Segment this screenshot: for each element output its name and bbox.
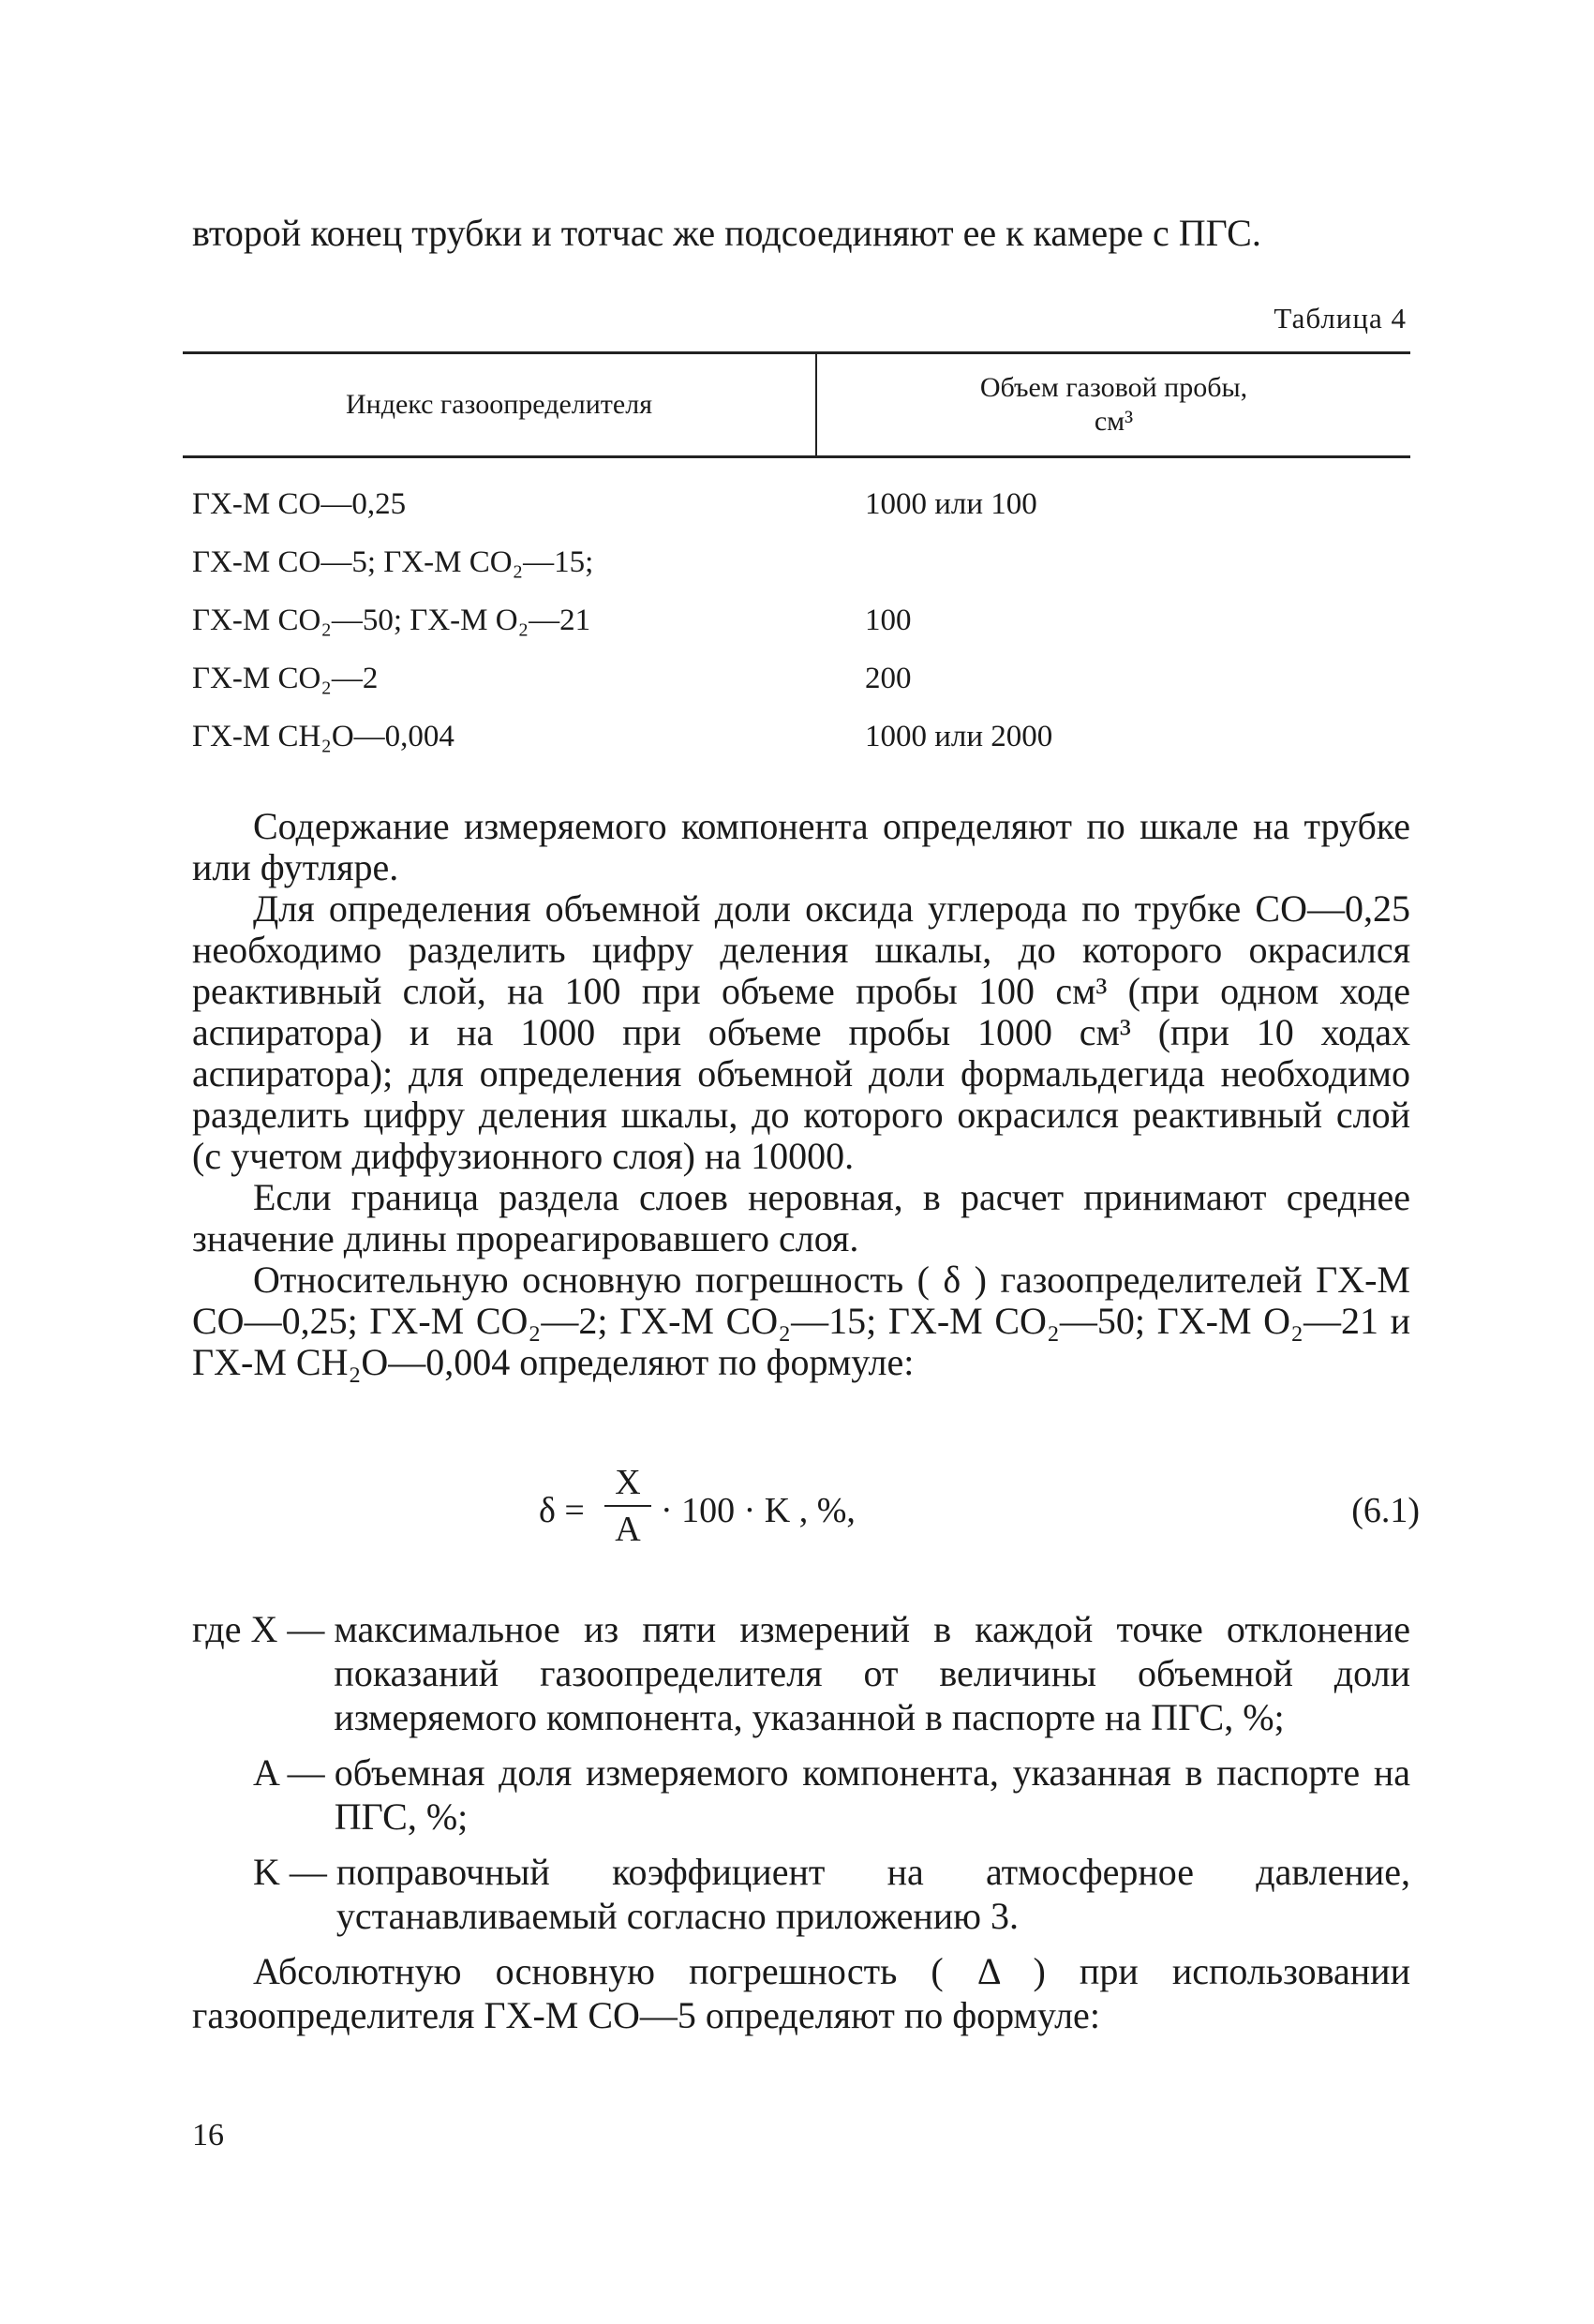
row-index: ГХ-М CO—5; ГХ-М CO₂—15; — [192, 544, 594, 579]
formula-denominator: A — [615, 1510, 641, 1549]
fraction-bar — [604, 1505, 651, 1507]
table-body — [183, 458, 1410, 766]
intro-paragraph: второй конец трубки и тотчас же подсоединяют ее к камере с ПГС. — [192, 212, 1261, 254]
table-caption: Таблица 4 — [1274, 302, 1407, 335]
definition-k — [192, 1850, 1410, 1938]
definition-term: где X — — [192, 1608, 335, 1650]
paragraph-absolute-error: Абсолютную основную погрешность ( Δ ) при использовании газоопределителя ГХ-М CO—5 определяют по формуле: — [192, 1950, 1410, 2036]
definition-text: объемная доля измеряемого компонента, указанная в паспорте на ПГС, %; — [334, 1751, 1410, 1838]
header-volume — [817, 354, 1410, 455]
formula-fraction — [604, 1462, 651, 1550]
table-row — [183, 649, 1410, 708]
page-number: 16 — [192, 2118, 224, 2153]
definition-text: поправочный коэффициент на атмосферное давление, устанавливаемый согласно приложению 3. — [335, 1851, 1410, 1937]
volume-table — [183, 351, 1410, 766]
formula-rhs: · 100 · K , %, — [661, 1491, 856, 1530]
table-header — [183, 354, 1410, 455]
row-volume: 100 — [865, 603, 912, 637]
definition-a — [192, 1750, 1410, 1839]
formula-number: (6.1) — [1351, 1491, 1420, 1530]
definition-term: K — — [253, 1851, 336, 1893]
row-index: ГХ-М CO₂—50; ГХ-М O₂—21 — [192, 603, 591, 637]
row-volume: 1000 или 2000 — [865, 719, 1053, 753]
table-row — [183, 533, 1410, 591]
row-volume: 1000 или 100 — [865, 486, 1037, 521]
paragraph-scale: Содержание измеряемого компонента определяют по шкале на трубке или футляре. — [192, 805, 1410, 888]
header-volume-line2: см³ — [1094, 406, 1134, 437]
row-index: ГХ-М CO—0,25 — [192, 486, 407, 521]
definition-text: максимальное из пяти измерений в каждой точке отклонение показаний газоопределителя от величины объемной доли измеряемого компонента, указанной в паспорте на ПГС, %; — [334, 1608, 1410, 1738]
closing-text — [192, 1949, 1410, 2037]
paragraph-method: Для определения объемной доли оксида углерода по трубке CO—0,25 необходимо разделить цифру деления шкалы, до которого окрасился реактивный слой, на 100 при объеме пробы 100 см³ (при одном ходе аспиратора) и на 1000 при объеме пробы 1000 см³ (при 10 ходах аспиратора); для определения объемной доли формальдегида необходимо разделить цифру деления шкалы, до которого окрасился реактивный слой (с учетом диффузионного слоя) на 10000. — [192, 887, 1410, 1177]
table-row — [183, 475, 1410, 533]
definitions-list — [192, 1607, 1410, 1949]
header-volume-line1: Объем газовой пробы, — [979, 372, 1248, 403]
row-index: ГХ-М CO₂—2 — [192, 661, 379, 695]
table-row — [183, 708, 1410, 766]
header-index: Индекс газоопределителя — [183, 354, 817, 455]
body-text — [192, 806, 1410, 1383]
formula-lhs: δ = — [539, 1491, 585, 1530]
table-row — [183, 591, 1410, 649]
paragraph-boundary: Если граница раздела слоев неровная, в расчет принимают среднее значение длины прореагировавшего слоя. — [192, 1176, 1410, 1259]
row-volume: 200 — [865, 661, 912, 695]
formula-6-1 — [539, 1462, 1420, 1565]
row-index: ГХ-М CH₂O—0,004 — [192, 719, 454, 753]
paragraph-relative-error: Относительную основную погрешность ( δ ) газоопределителей ГХ-М CO—0,25; ГХ-М CO₂—2; ГХ-М CO₂—15; ГХ-М CO₂—50; ГХ-М O₂—21 и ГХ-М CH₂O—0,004 определяют по формуле: — [192, 1259, 1410, 1383]
definition-x — [192, 1607, 1410, 1739]
definition-term: A — — [253, 1751, 335, 1794]
formula-numerator: X — [615, 1463, 641, 1502]
